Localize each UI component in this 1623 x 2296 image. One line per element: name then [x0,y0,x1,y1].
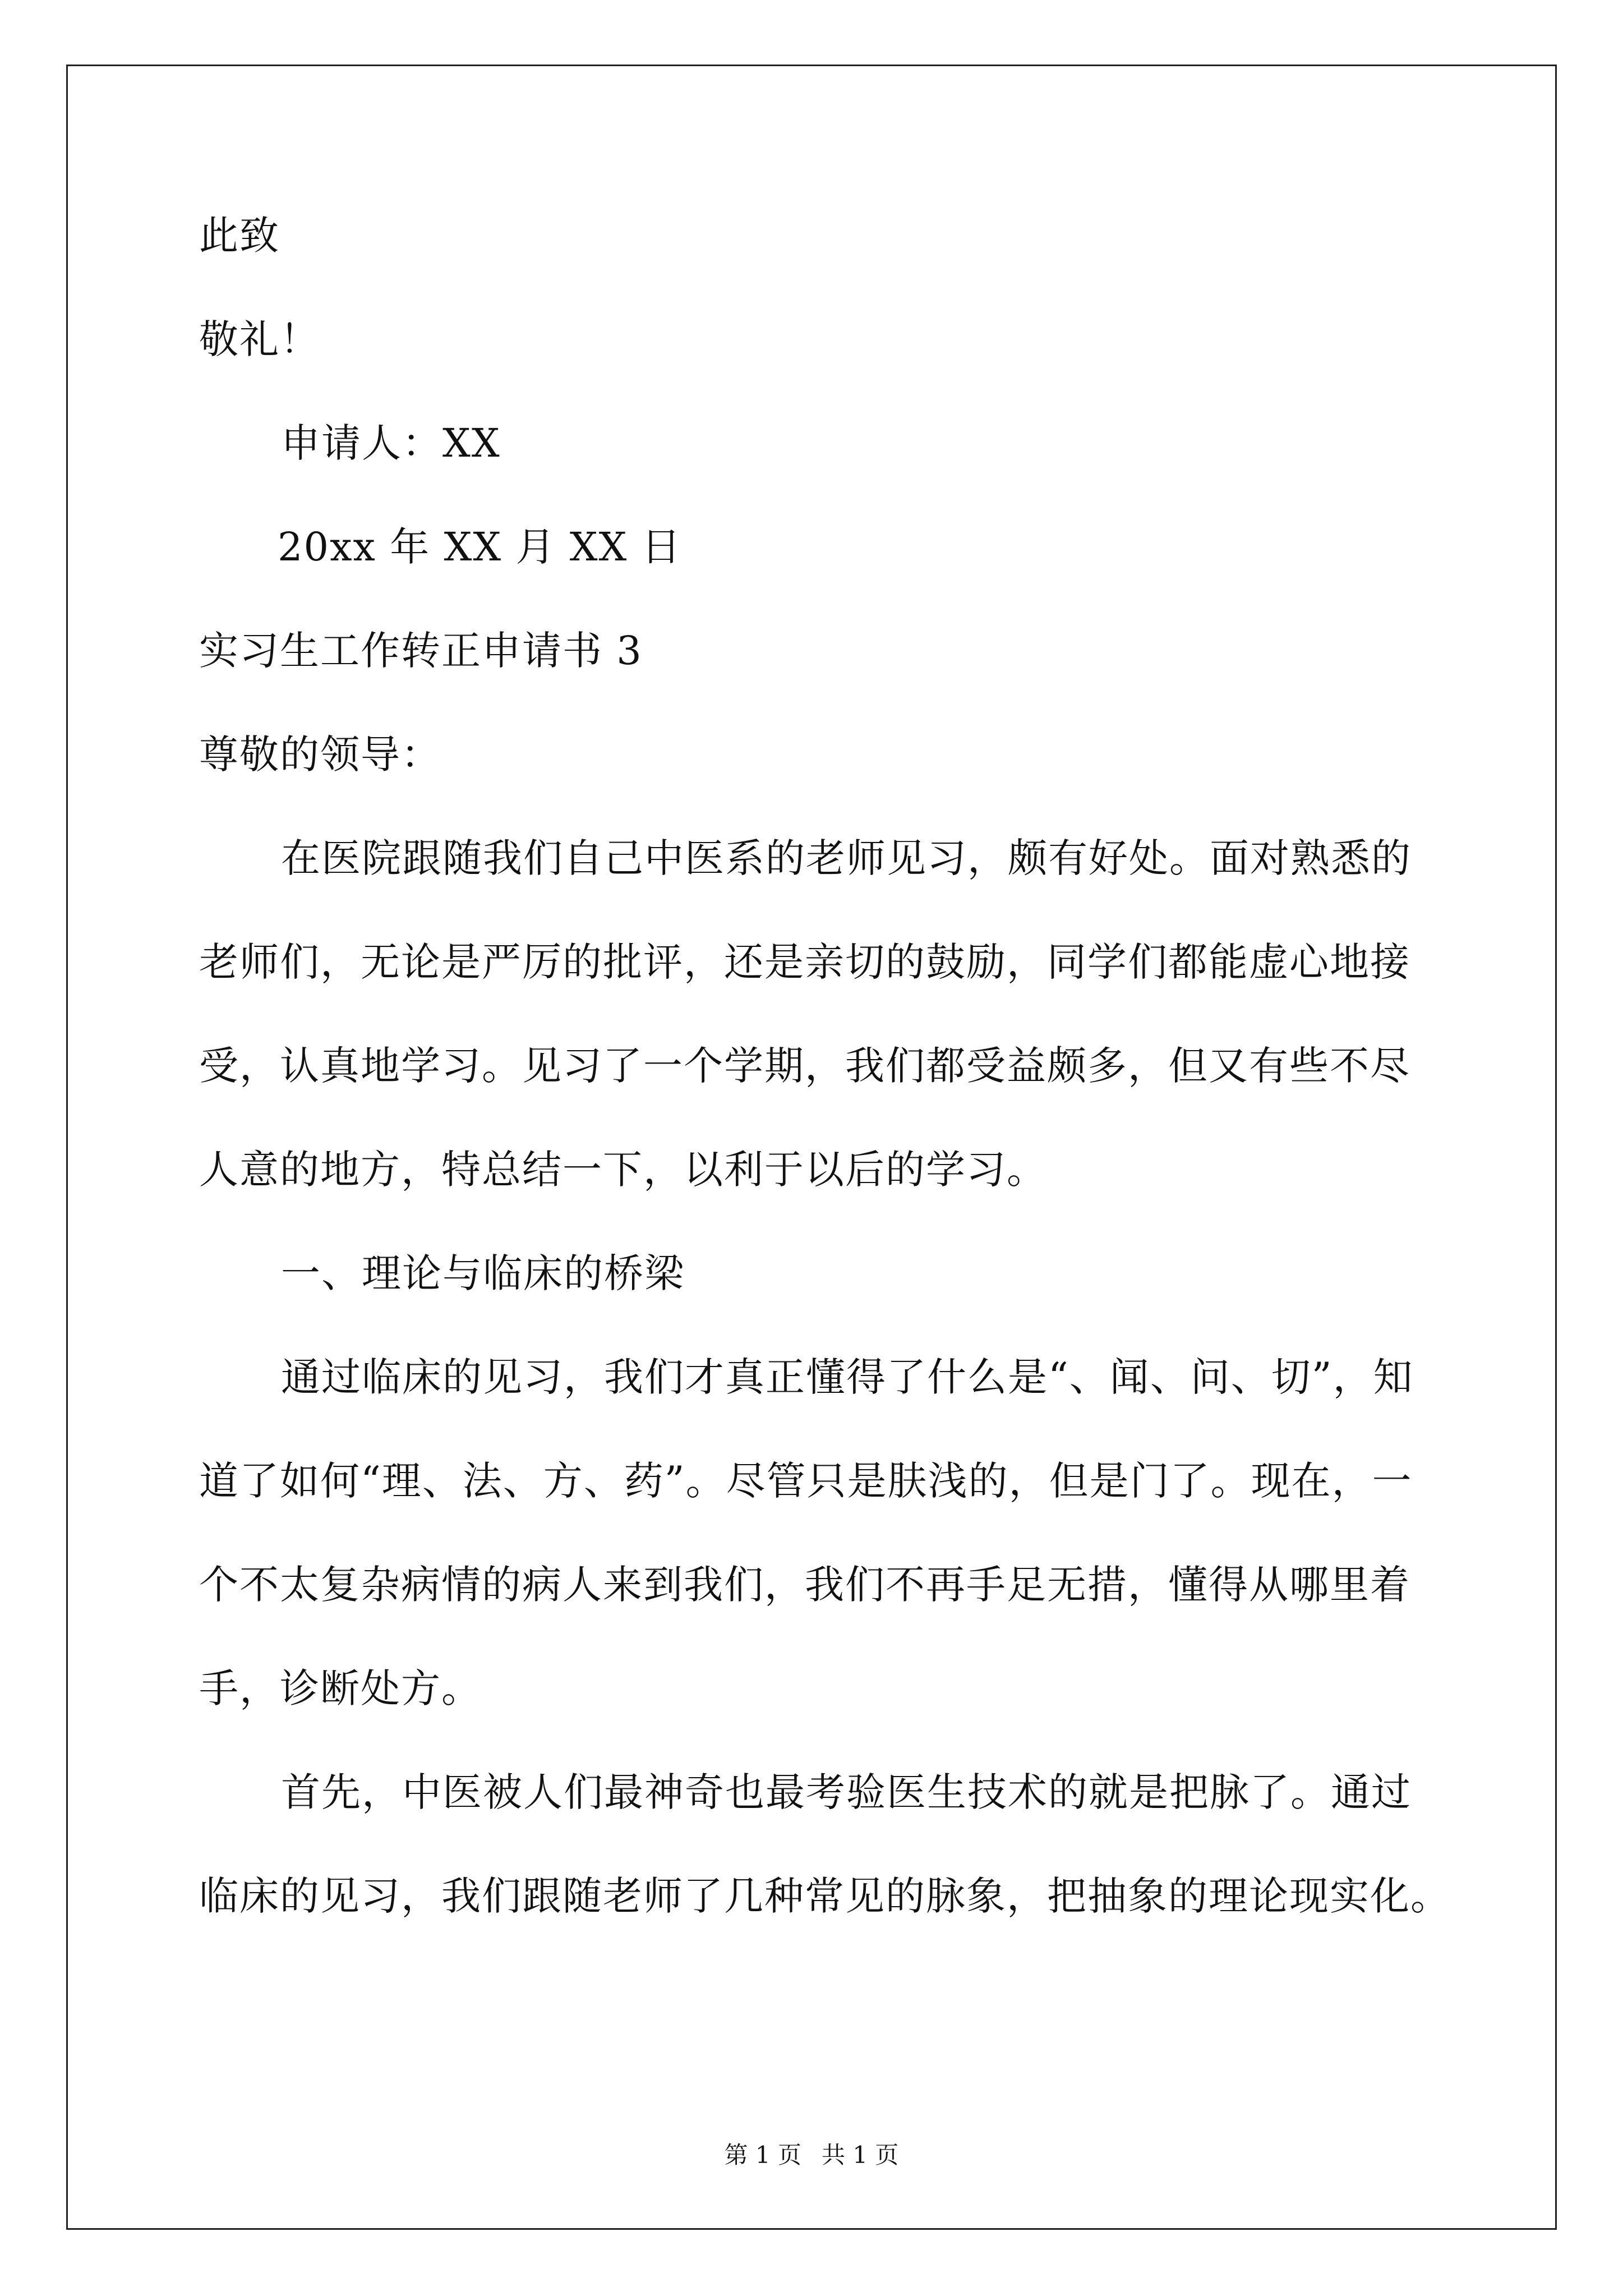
page-footer [0,2141,1623,2169]
closing-text: 此致 [199,213,280,259]
paragraph-line: 临床的见习，我们跟随老师了几种常见的脉象，把抽象的理论现实化。 [199,1873,1451,1919]
page-number: 第 1 页 [724,2141,801,2169]
signer-text: 申请人：XX [281,420,501,466]
page-total: 共 1 页 [822,2141,899,2169]
paragraph-line: 个不太复杂病情的病人来到我们，我们不再手足无措，懂得从哪里着 [199,1562,1410,1608]
paragraph-line: 手，诊断处方。 [199,1665,482,1711]
subheading: 一、理论与临床的桥梁 [281,1250,685,1296]
greeting-text: 尊敬的领导： [199,731,441,777]
salute-text: 敬礼！ [199,316,320,362]
paragraph-line: 受，认真地学习。见习了一个学期，我们都受益颇多，但又有些不尽 [199,1043,1410,1089]
date-text: 20xx 年 XX 月 XX 日 [278,524,682,570]
paragraph-line: 人意的地方，特总结一下，以利于以后的学习。 [199,1147,1047,1193]
paragraph-line: 首先，中医被人们最神奇也最考验医生技术的就是把脉了。通过 [281,1769,1412,1815]
paragraph-line: 老师们，无论是严厉的批评，还是亲切的鼓励，同学们都能虚心地接 [199,939,1410,985]
section-title: 实习生工作转正申请书 3 [199,628,643,674]
paragraph-line: 通过临床的见习，我们才真正懂得了什么是“、闻、问、切”，知 [281,1354,1414,1400]
paragraph-line: 在医院跟随我们自己中医系的老师见习，颇有好处。面对熟悉的 [281,835,1412,881]
paragraph-line: 道了如何“理、法、方、药”。尽管只是肤浅的，但是门了。现在，一 [199,1458,1413,1504]
